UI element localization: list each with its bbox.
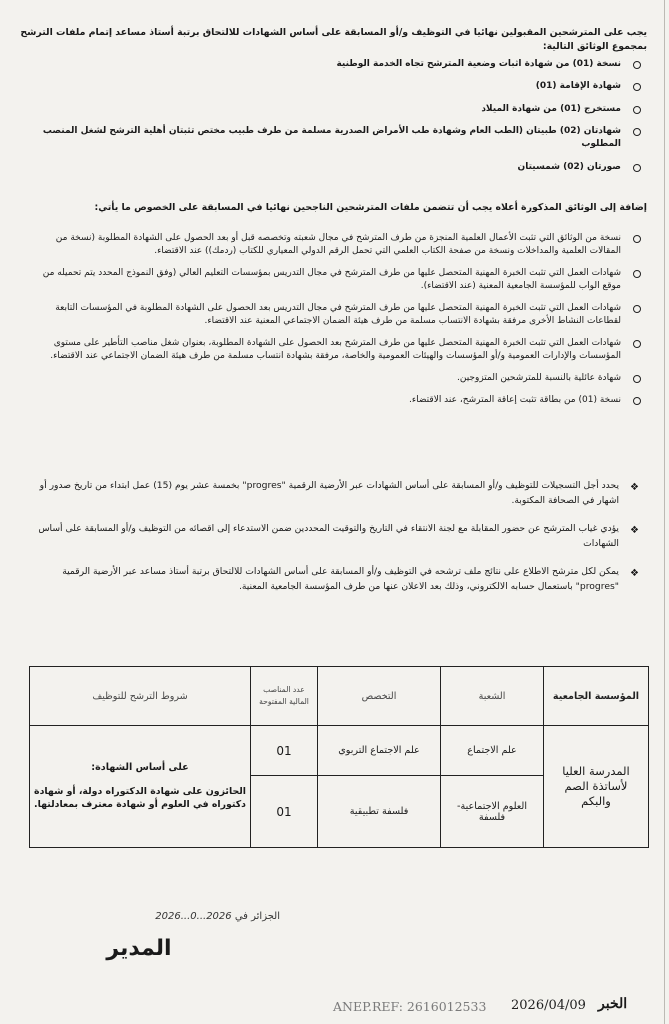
specialty-cell: علم الاجتماع التربوي [318, 726, 441, 776]
list-item: شهادات العمل التي تثبت الخبرة المهنية المتحصل عليها من طرف المترشح في مجال التدريس بمؤسسات التعليم العالي (وفق النموذج المحدد يتم تحميله من موقع الواب للمؤسسة الجامعية المعنية (عند الاقتضاء). [30, 267, 647, 293]
diamond-bullet-icon: ❖ [630, 482, 639, 493]
circle-bullet-icon [633, 270, 641, 278]
footer [0, 996, 669, 1016]
circle-bullet-icon [633, 164, 641, 172]
header-conditions: شروط الترشح للتوظيف [30, 667, 251, 726]
publication-logo: الخبر [598, 996, 628, 1012]
positions-cell: 01 [251, 726, 318, 776]
list-item: نسخة من الوثائق التي تثبت الأعمال العلمية المنجزة من طرف المترشح في مجال شعبته وتخصصه قبل أو بعد الحصول على الشهادة المطلوبة (نسخة من المقالات العلمية والمداخلات ونسخة من صفحة الكتاب العلمي التي تحمل الرقم الدولي المعياري للكتاب (ردمك)) عند الاقتضاء. [30, 232, 647, 258]
page-edge-divider [664, 0, 666, 1024]
circle-bullet-icon [633, 340, 641, 348]
list-item: صورتان (02) شمسيتان [30, 161, 647, 174]
circle-bullet-icon [633, 397, 641, 405]
circle-bullet-icon [633, 61, 641, 69]
circle-bullet-icon [633, 83, 641, 91]
conditions-basis: على أساس الشهادة: [91, 762, 189, 773]
header-specialty: التخصص [318, 667, 441, 726]
list-item: شهادتان (02) طبيتان (الطب العام وشهادة طب الأمراض الصدرية مسلمة من طرف طبيب مختص تثبتان أهلية الترشح لشغل المنصب المطلوب [30, 125, 647, 151]
list-item: نسخة (01) من بطاقة تثبت إعاقة المترشح، عند الاقتضاء. [30, 394, 647, 407]
list-item: شهادة الإقامة (01) [30, 80, 647, 93]
circle-bullet-icon [633, 235, 641, 243]
circle-bullet-icon [633, 375, 641, 383]
publication-date: 2026/04/09 [511, 998, 586, 1013]
list-item: ❖ يحدد أجل التسجيلات للتوظيف و/أو المسابقة على أساس الشهادات عبر الأرضية الرقمية "progres" بخمسة عشر يوم (15) عمل ابتداء من تاريخ صدور أو اشهار في الصحافة المكتوبة. [39, 480, 639, 506]
required-documents-list [30, 58, 647, 183]
positions-table [29, 666, 649, 848]
table-header-row [30, 667, 649, 726]
date-value: 2026...0...2026 [155, 911, 232, 922]
conditions-text: الحائزون على شهادة الدكتوراه دولة، أو شهادة دكتوراه في العلوم أو شهادة معترف بمعادلتها. [34, 786, 246, 810]
list-item: نسخة (01) من شهادة اثبات وضعية المترشح تجاه الخدمة الوطنية [30, 58, 647, 71]
list-item: شهادة عائلية بالنسبة للمترشحين المتزوجين. [30, 372, 647, 385]
specialty-cell: فلسفة تطبيقية [318, 776, 441, 848]
notes-list [24, 478, 647, 607]
signature-title: المدير [106, 936, 172, 961]
anep-reference: ANEP.REF: 2616012533 [333, 999, 487, 1014]
diamond-bullet-icon: ❖ [630, 568, 639, 579]
intro-paragraph: يجب على المترشحين المقبولين نهائيا في التوظيف و/أو المسابقة على أساس الشهادات للالتحاق برتبة أستاذ مساعد إتمام ملفات الترشح بمجموع الوثائق التالية: [20, 27, 647, 52]
list-item: ❖ يمكن لكل مترشح الاطلاع على نتائج ملف ترشحه في التوظيف و/أو المسابقة على أساس الشهادات للالتحاق برتبة أستاذ مساعد عبر الأرضية الرقمية "progres" باستعمال حسابه الالكتروني، وذلك بعد الاعلان عنها من طرف المؤسسة الجامعية المعنية. [62, 566, 639, 592]
list-item: مستخرج (01) من شهادة الميلاد [30, 103, 647, 116]
list-item: شهادات العمل التي تثبت الخبرة المهنية المتحصل عليها من طرف المترشح بعد الحصول على الشهادة المطلوبة، بعنوان شغل مناصب التأطير على مستوى المؤسسات والإدارات العمومية و/أو المؤسسات والهيئات العمومية والخاصة، مرفقة بشهادة انتساب مسلمة من طرف هيئة الضمان الاجتماعي عند الاقتضاء. [30, 337, 647, 363]
list-item: ❖ يؤدي غياب المترشح عن حضور المقابلة مع لجنة الانتقاء في التاريخ والتوقيت المحددين ضمن الاستدعاء إلى اقصائه من التوظيف و/أو المسابقة على أساس الشهادات [38, 523, 639, 549]
branch-cell: علم الاجتماع [441, 726, 544, 776]
positions-cell: 01 [251, 776, 318, 848]
institution-cell: المدرسة العليا لأساتذة الصم والبكم [544, 726, 649, 848]
list-item: شهادات العمل التي تثبت الخبرة المهنية المتحصل عليها من طرف المترشح في مجال التدريس بعد الحصول على الشهادة المطلوبة في المؤسسات التابعة لقطاعات النشاط الأخرى مرفقة بشهادة الانتساب مسلمة من طرف هيئة الضمان الاجتماعي المعنية عند الاقتضاء. [30, 302, 647, 328]
branch-cell: العلوم الاجتماعية- فلسفة [441, 776, 544, 848]
header-positions: عدد المناصب المالية المفتوحة [251, 667, 318, 726]
diamond-bullet-icon: ❖ [630, 525, 639, 536]
place-date [80, 911, 280, 922]
conditions-cell [30, 726, 251, 848]
circle-bullet-icon [633, 305, 641, 313]
header-branch: الشعبة [441, 667, 544, 726]
additional-documents-list [30, 232, 647, 416]
circle-bullet-icon [633, 128, 641, 136]
table-row [30, 726, 649, 776]
circle-bullet-icon [633, 106, 641, 114]
place-label: الجزائر في [234, 911, 280, 922]
header-institution: المؤسسة الجامعية [544, 667, 649, 726]
additional-intro: إضافة إلى الوثائق المذكورة أعلاه يجب أن تتضمن ملفات المترشحين الناجحين نهائيا في المسابقة على الخصوص ما يأتي: [94, 202, 647, 213]
